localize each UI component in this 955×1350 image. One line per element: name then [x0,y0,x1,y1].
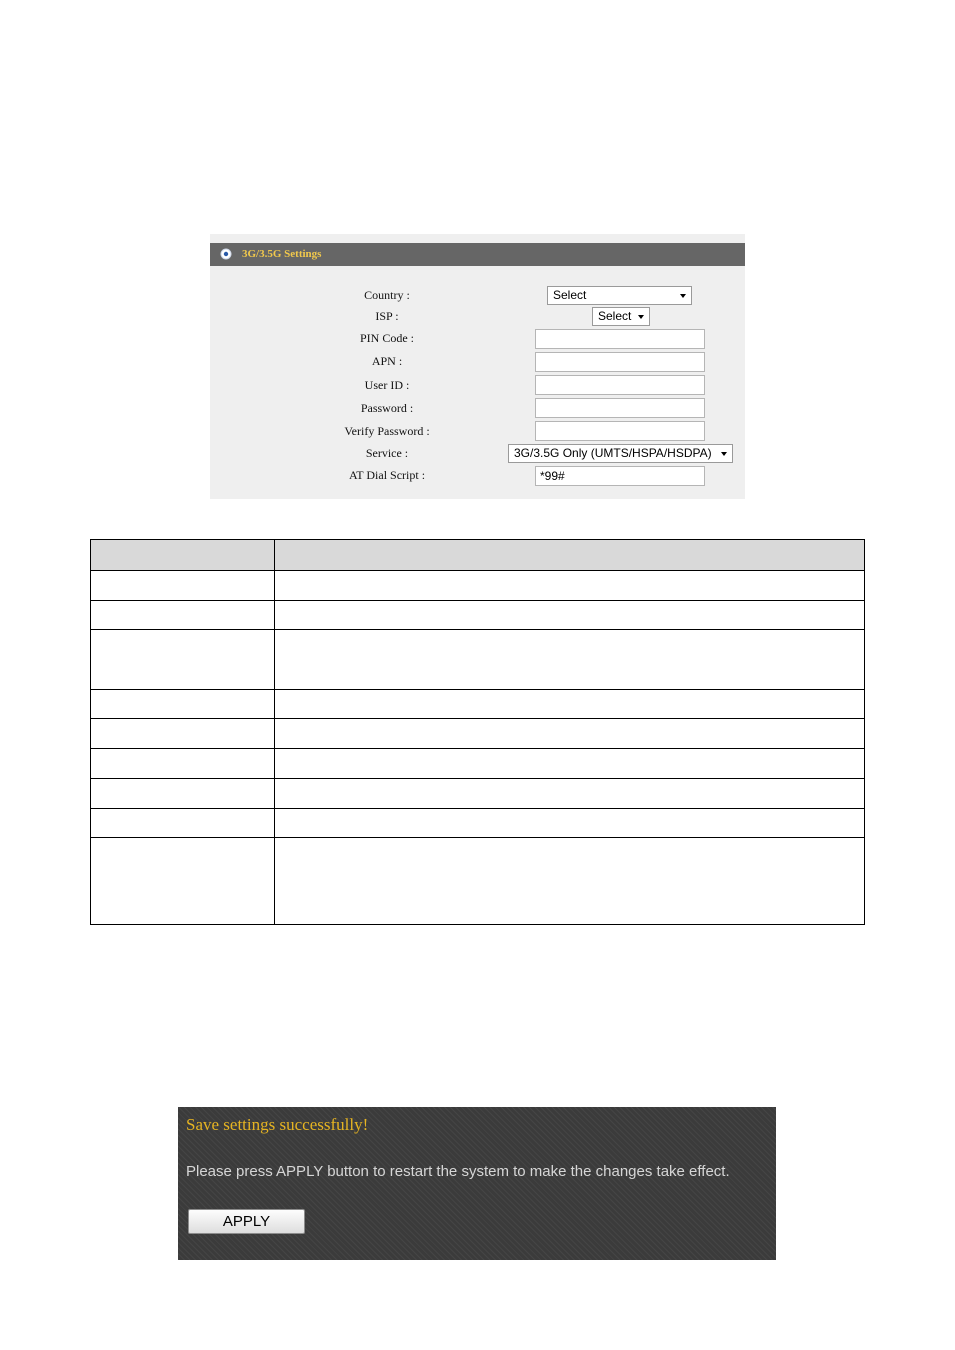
apn-input[interactable] [535,352,705,372]
table-header-row [91,540,865,571]
table-cell [275,690,865,719]
table-cell [275,838,865,925]
table-cell [91,779,275,809]
table-cell [91,601,275,630]
password-input[interactable] [535,398,705,418]
table-row [91,779,865,809]
table-cell [275,719,865,749]
country-select-value: Select [553,288,587,302]
table-cell [91,630,275,690]
table-cell [275,809,865,838]
at-dial-script-label: AT Dial Script : [348,468,426,482]
table-row [91,749,865,779]
panel-header [210,243,745,266]
user-id-input[interactable] [535,375,705,395]
table-cell [91,540,275,571]
notice-title: Save settings successfully! [186,1115,369,1134]
bullet-circle-icon [220,248,232,260]
save-success-panel [178,1107,776,1260]
chevron-down-icon [638,315,644,319]
user-id-label: User ID : [364,378,410,392]
panel-title: 3G/3.5G Settings [242,248,322,260]
table-cell [275,540,865,571]
apply-button[interactable]: APPLY [188,1209,305,1234]
at-dial-script-input[interactable] [535,466,705,486]
table-cell [275,630,865,690]
table-row [91,571,865,601]
table-row [91,809,865,838]
apn-label: APN : [371,354,403,368]
table-cell [91,838,275,925]
table-cell [275,571,865,601]
table-cell [275,601,865,630]
settings-panel [210,234,745,499]
table-row [91,690,865,719]
table-row [91,838,865,925]
chevron-down-icon [680,294,686,298]
isp-select[interactable] [592,307,650,326]
verify-password-input[interactable] [535,421,705,441]
table-cell [91,749,275,779]
table-row [91,630,865,690]
table-row [91,719,865,749]
isp-label: ISP : [375,309,399,323]
verify-password-label: Verify Password : [344,424,430,438]
country-label: Country : [364,288,410,302]
notice-message: Please press APPLY button to restart the system to make the changes take effect. [186,1163,730,1180]
table-cell [275,779,865,809]
table-cell [91,719,275,749]
service-select[interactable] [508,444,733,463]
table-cell [275,749,865,779]
table-cell [91,571,275,601]
chevron-down-icon [721,452,727,456]
settings-description-table [90,539,865,925]
country-select[interactable] [547,286,692,305]
table-cell [91,690,275,719]
table-cell [91,809,275,838]
service-label: Service : [365,446,409,460]
pin-code-label: PIN Code : [360,331,414,345]
isp-select-value: Select [598,309,632,323]
password-label: Password : [360,401,414,415]
service-select-value: 3G/3.5G Only (UMTS/HSPA/HSDPA) [514,446,712,460]
pin-code-input[interactable] [535,329,705,349]
table-row [91,601,865,630]
